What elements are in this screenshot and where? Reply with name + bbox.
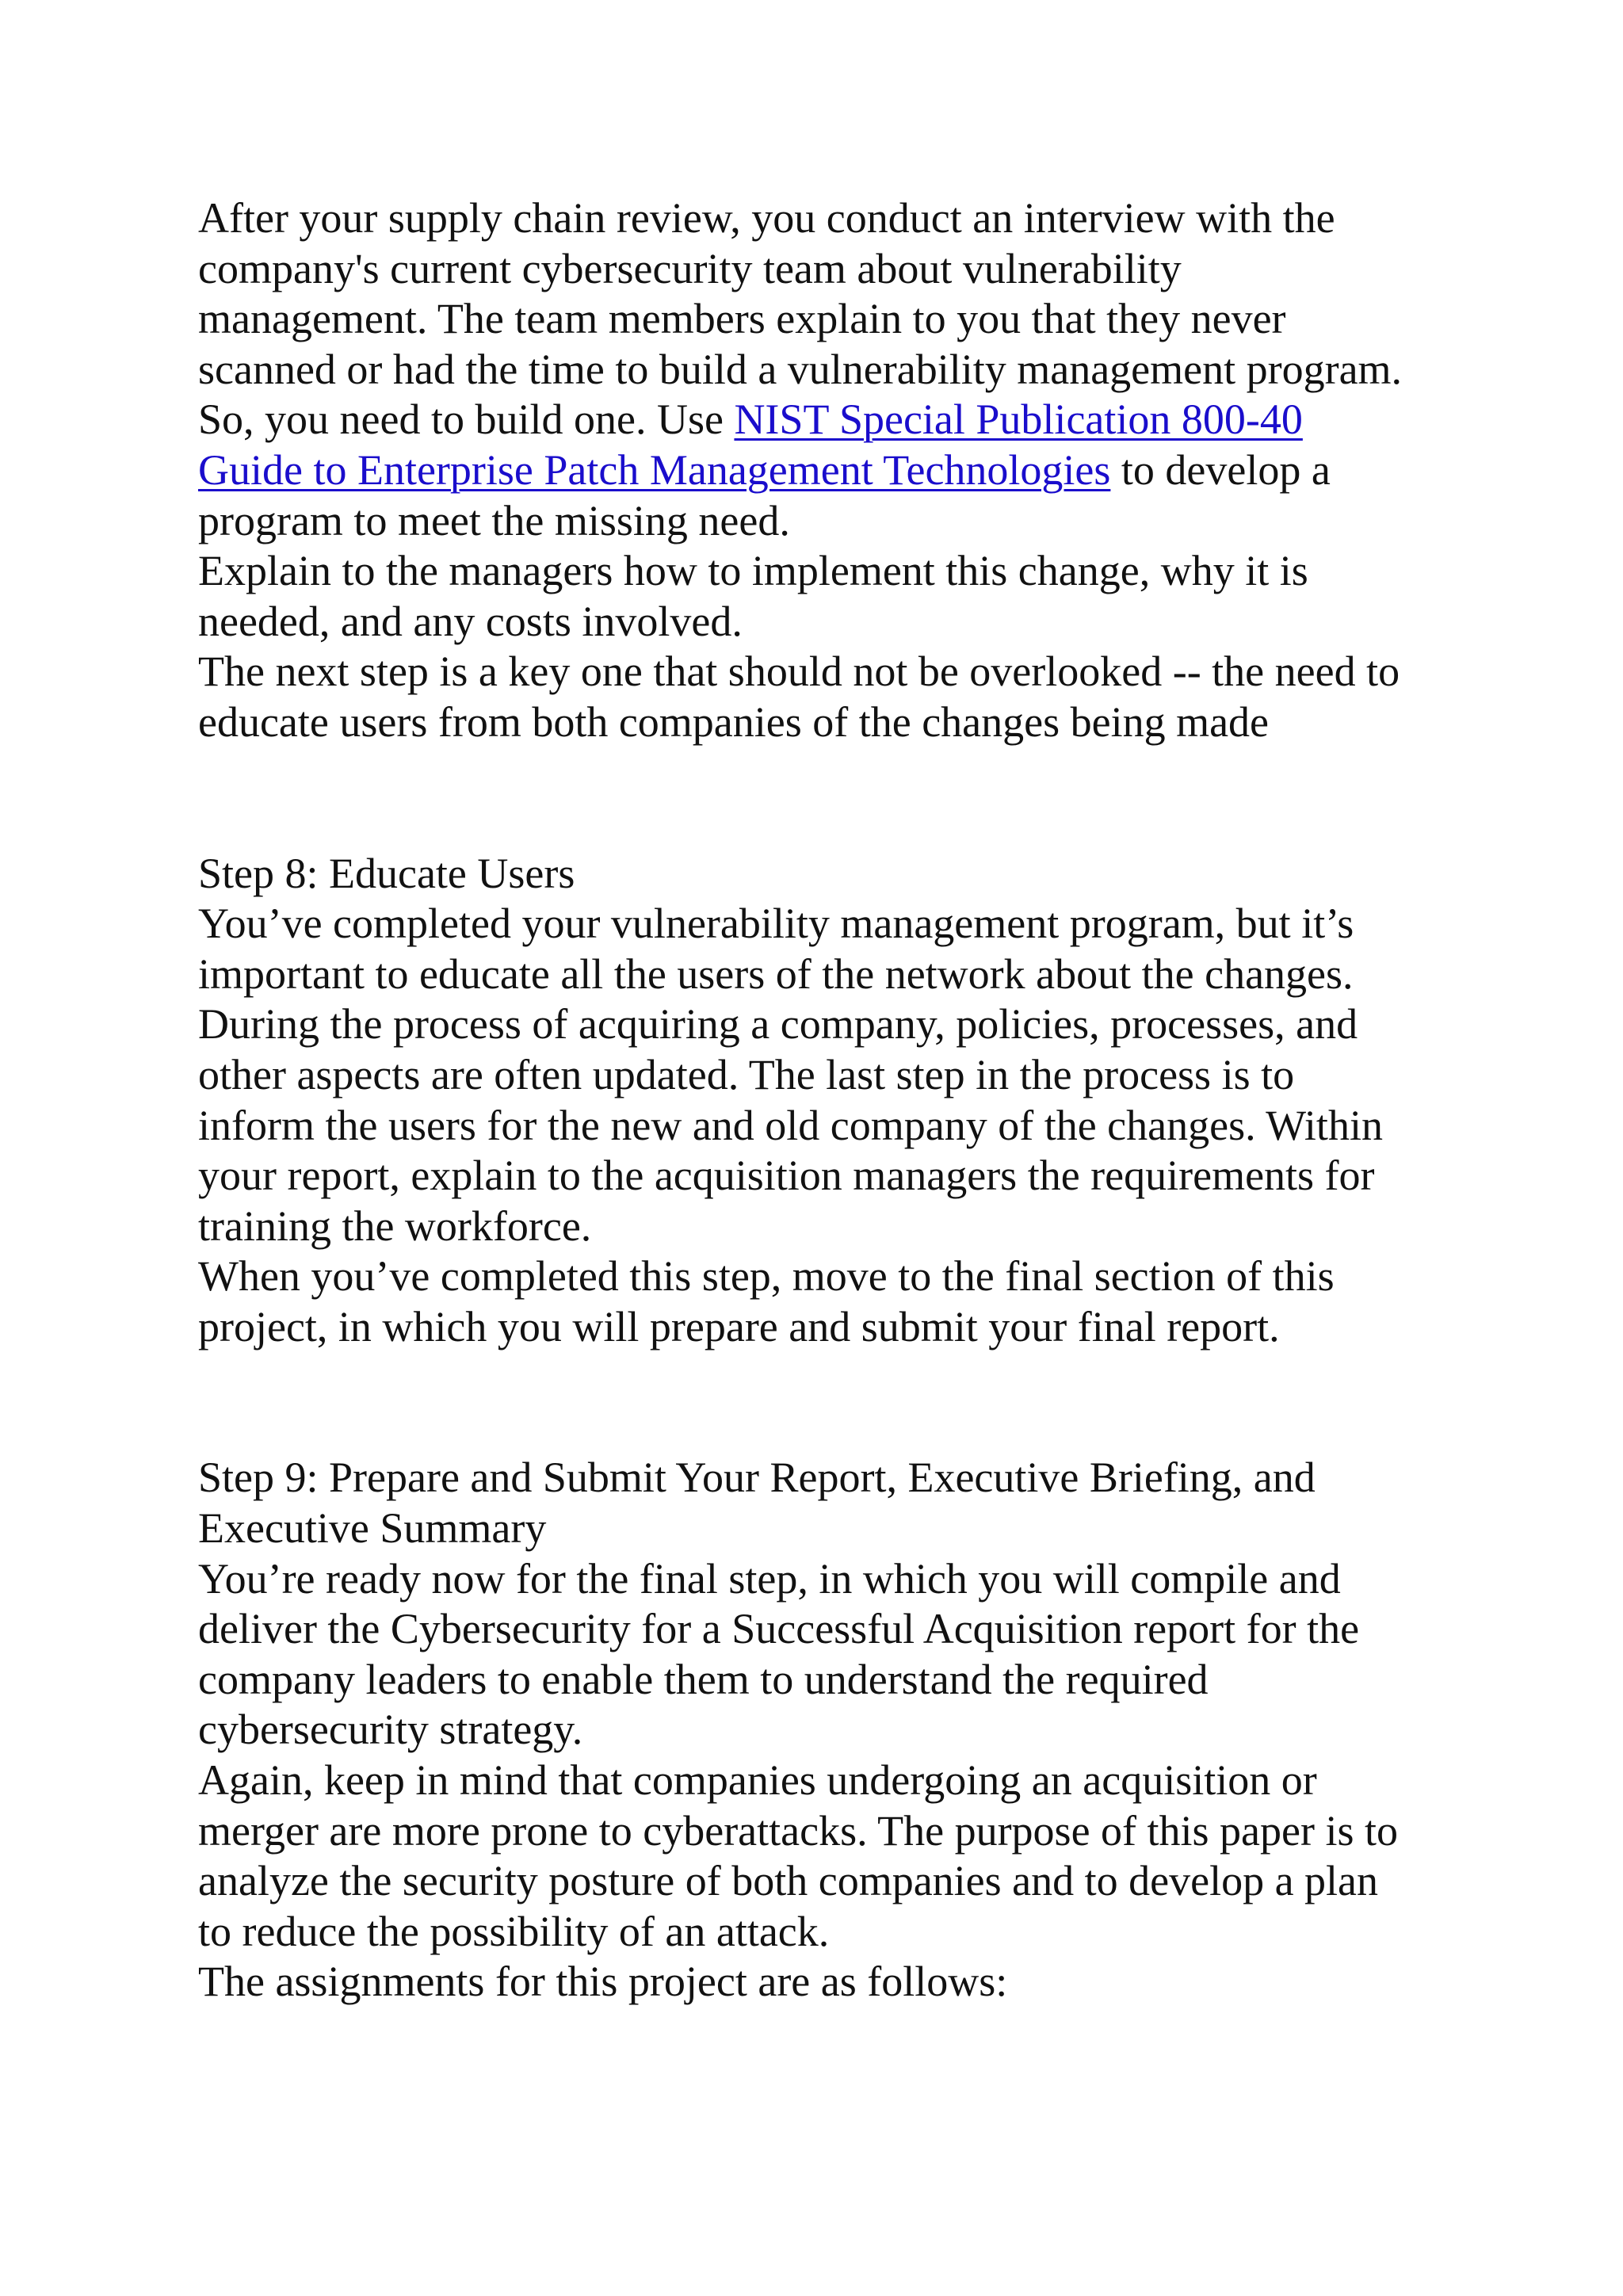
text-line: During the process of acquiring a company, policies, processes, and bbox=[198, 1000, 1358, 1049]
text-line: management. The team members explain to you that they never bbox=[198, 295, 1286, 343]
text-line: program to meet the missing need. bbox=[198, 496, 790, 544]
text-line: Again, keep in mind that companies undergoing an acquisition or bbox=[198, 1756, 1317, 1805]
text-line: You’re ready now for the final step, in which you will compile and bbox=[198, 1554, 1341, 1603]
text-line: needed, and any costs involved. bbox=[198, 597, 743, 645]
text-line: After your supply chain review, you conduct an interview with the bbox=[198, 194, 1335, 242]
text-segment: So, you need to build one. Use bbox=[198, 395, 735, 444]
text-line: You’ve completed your vulnerability management program, but it’s bbox=[198, 900, 1354, 948]
text-line: project, in which you will prepare and submit your final report. bbox=[198, 1302, 1280, 1350]
step9-heading-continued: Executive Summary bbox=[198, 1504, 547, 1553]
next-step-paragraph bbox=[198, 647, 1512, 747]
text-line bbox=[198, 395, 1512, 445]
text-line: to reduce the possibility of an attack. bbox=[198, 1907, 830, 1955]
text-line: educate users from both companies of the changes being made bbox=[198, 697, 1270, 746]
text-line: company's current cybersecurity team about vulnerability bbox=[198, 244, 1182, 292]
step8-heading: Step 8: Educate Users bbox=[198, 849, 575, 897]
text-line: training the workforce. bbox=[198, 1201, 592, 1250]
text-line bbox=[198, 445, 1512, 496]
text-line: scanned or had the time to build a vulnerability management program. bbox=[198, 345, 1403, 393]
intro-paragraph bbox=[198, 193, 1512, 546]
text-segment: to develop a bbox=[1110, 445, 1331, 494]
text-line: your report, explain to the acquisition managers the requirements for bbox=[198, 1152, 1375, 1200]
text-line: Explain to the managers how to implement this change, why it is bbox=[198, 547, 1308, 595]
text-line: The next step is a key one that should not be overlooked -- the need to bbox=[198, 648, 1400, 696]
assignments-line: The assignments for this project are as follows: bbox=[198, 1958, 1008, 2006]
section-gap bbox=[198, 1352, 1512, 1453]
step8-section bbox=[198, 849, 1512, 1353]
section-gap bbox=[198, 748, 1512, 849]
text-line: deliver the Cybersecurity for a Successful Acquisition report for the bbox=[198, 1605, 1360, 1653]
text-line: cybersecurity strategy. bbox=[198, 1706, 583, 1754]
text-line: When you’ve completed this step, move to the final section of this bbox=[198, 1252, 1335, 1301]
text-line: important to educate all the users of the network about the changes. bbox=[198, 949, 1354, 998]
step9-section bbox=[198, 1453, 1512, 2008]
step9-heading: Step 9: Prepare and Submit Your Report, Executive Briefing, and bbox=[198, 1454, 1316, 1502]
text-line: inform the users for the new and old company of the changes. Within bbox=[198, 1101, 1383, 1149]
text-line: analyze the security posture of both companies and to develop a plan bbox=[198, 1857, 1379, 1905]
explain-paragraph bbox=[198, 546, 1512, 647]
text-line: merger are more prone to cyberattacks. The purpose of this paper is to bbox=[198, 1806, 1398, 1855]
nist-sp-800-40-link[interactable]: NIST Special Publication 800-40 bbox=[734, 395, 1303, 444]
text-line: company leaders to enable them to understand the required bbox=[198, 1655, 1209, 1703]
nist-sp-800-40-link-continued[interactable]: Guide to Enterprise Patch Management Technologies bbox=[198, 445, 1111, 494]
text-line: other aspects are often updated. The last step in the process is to bbox=[198, 1050, 1295, 1098]
